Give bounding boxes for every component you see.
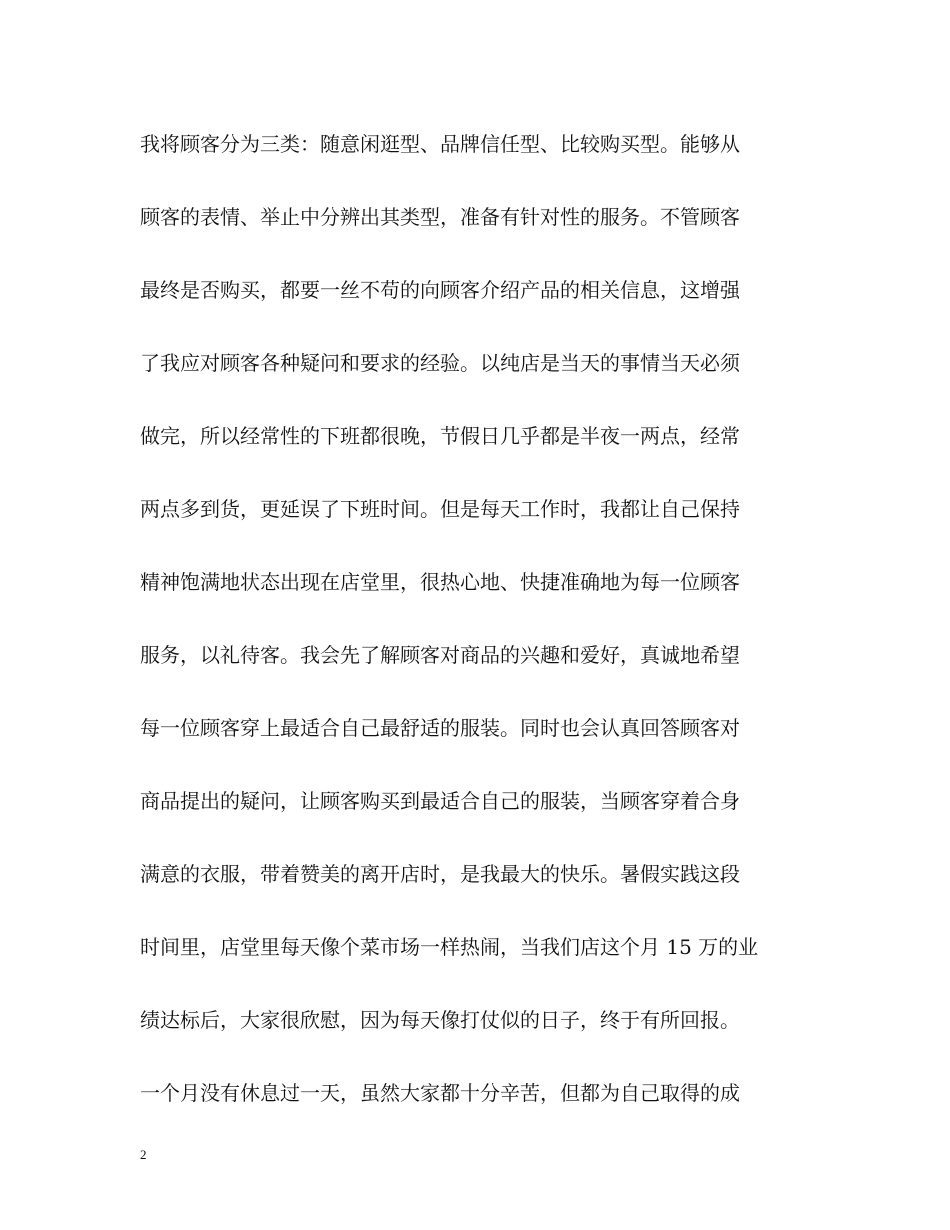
body-text (140, 124, 820, 1146)
text-line-9: 每一位顾客穿上最适合自己最舒适的服装。同时也会认真回答顾客对 (140, 716, 740, 740)
page-number: 2 (140, 1147, 147, 1162)
text-line-11: 满意的衣服，带着赞美的离开店时，是我最大的快乐。暑假实践这段 (140, 862, 740, 886)
text-line-12: 时间里，店堂里每天像个菜市场一样热闹，当我们店这个月 15 万的业 (140, 935, 759, 959)
text-line-6: 两点多到货，更延误了下班时间。但是每天工作时，我都让自己保持 (140, 497, 740, 521)
text-line-13: 绩达标后，大家很欣慰，因为每天像打仗似的日子，终于有所回报。 (140, 1008, 740, 1032)
text-line-2: 顾客的表情、举止中分辨出其类型，准备有针对性的服务。不管顾客 (140, 205, 740, 229)
text-line-3: 最终是否购买，都要一丝不苟的向顾客介绍产品的相关信息，这增强 (140, 278, 740, 302)
text-line-1: 我将顾客分为三类：随意闲逛型、品牌信任型、比较购买型。能够从 (140, 132, 740, 156)
text-line-4: 了我应对顾客各种疑问和要求的经验。以纯店是当天的事情当天必须 (140, 351, 740, 375)
text-line-10: 商品提出的疑问，让顾客购买到最适合自己的服装，当顾客穿着合身 (140, 789, 740, 813)
text-line-8: 服务，以礼待客。我会先了解顾客对商品的兴趣和爱好，真诚地希望 (140, 643, 740, 667)
text-line-14: 一个月没有休息过一天，虽然大家都十分辛苦，但都为自己取得的成 (140, 1081, 740, 1105)
text-line-7: 精神饱满地状态出现在店堂里，很热心地、快捷准确地为每一位顾客 (140, 570, 740, 594)
text-line-5: 做完，所以经常性的下班都很晚，节假日几乎都是半夜一两点，经常 (140, 424, 740, 448)
